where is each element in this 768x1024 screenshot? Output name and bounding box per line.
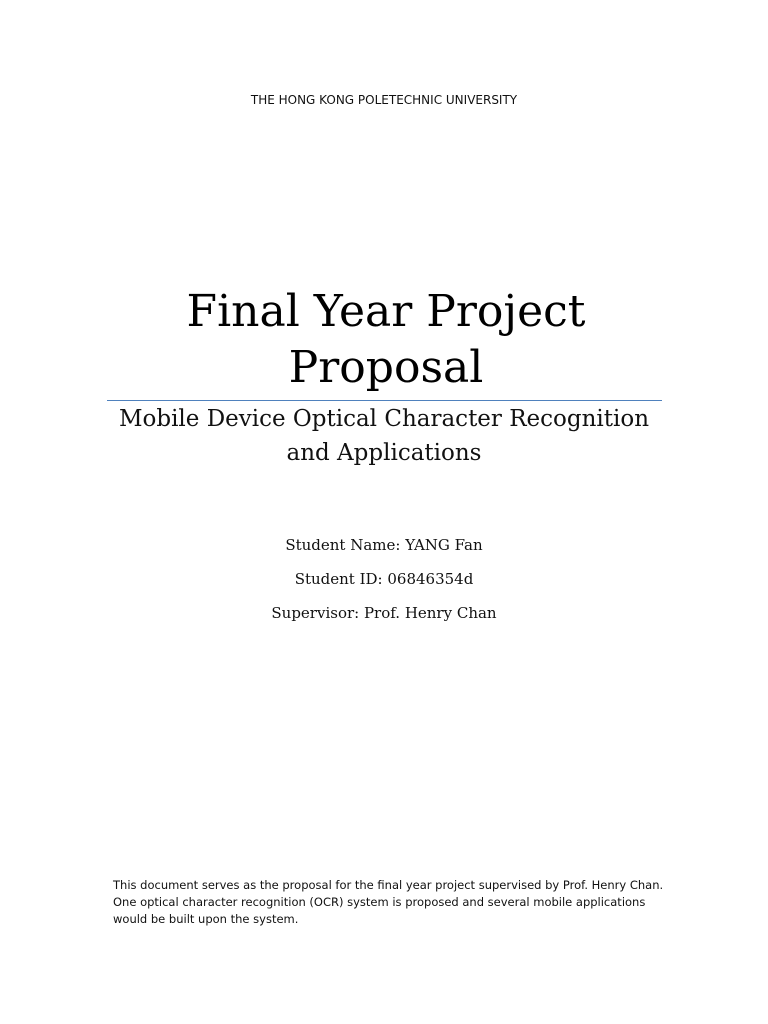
document-subtitle xyxy=(100,402,668,470)
student-name: Student Name: YANG Fan xyxy=(285,536,483,554)
subtitle-line-2: and Applications xyxy=(286,440,482,466)
abstract-line-3: would be built upon the system. xyxy=(113,912,299,926)
title-line-1: Final Year Project xyxy=(186,286,586,337)
subtitle-line-1: Mobile Device Optical Character Recognition xyxy=(118,406,650,432)
title-divider xyxy=(107,400,662,401)
student-info xyxy=(0,531,768,633)
supervisor: Supervisor: Prof. Henry Chan xyxy=(271,604,497,622)
university-name: THE HONG KONG POLETECHNIC UNIVERSITY xyxy=(250,93,518,107)
title-line-2: Proposal xyxy=(288,342,484,393)
student-id: Student ID: 06846354d xyxy=(294,570,474,588)
abstract-paragraph xyxy=(113,877,673,928)
document-title xyxy=(110,284,662,396)
abstract-line-1: This document serves as the proposal for the final year project supervised by Prof. Henry Chan. xyxy=(113,878,664,892)
abstract-line-2: One optical character recognition (OCR) system is proposed and several mobile applications xyxy=(113,895,646,909)
